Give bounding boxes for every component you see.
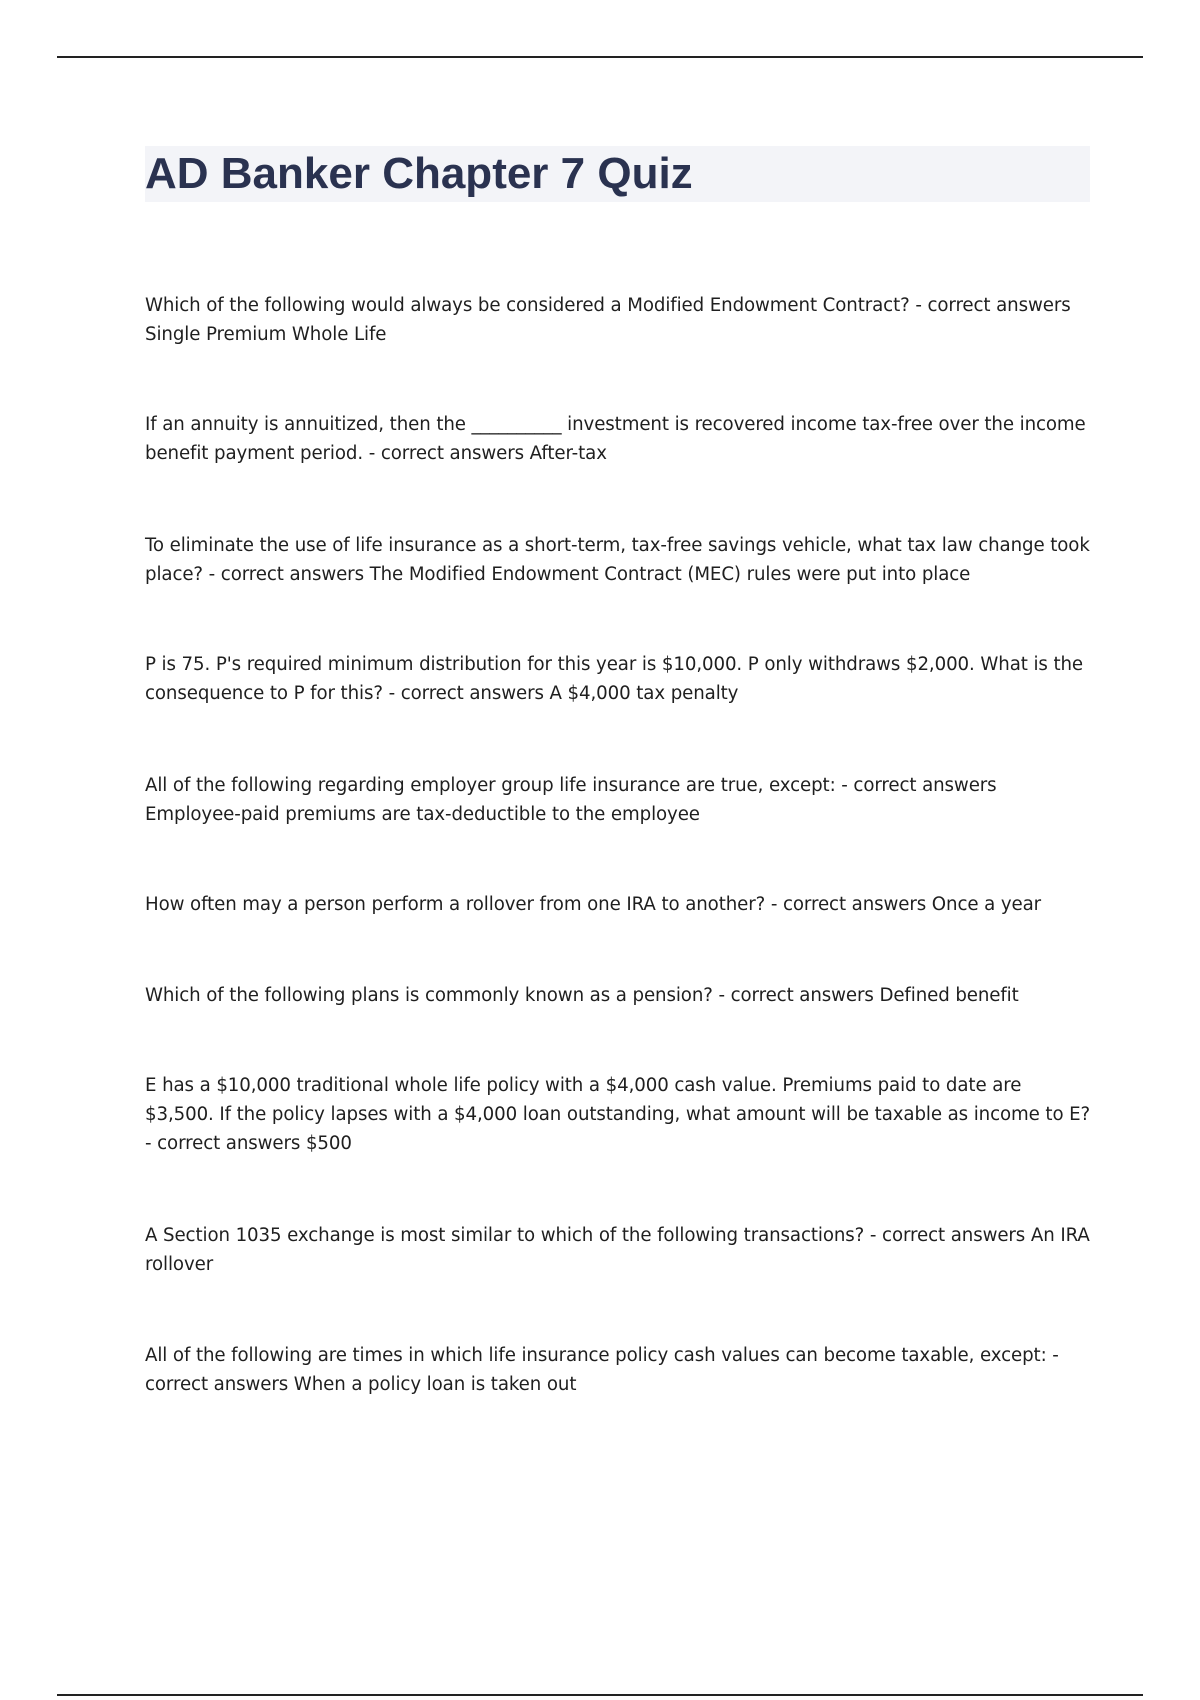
qa-item-7: Which of the following plans is commonly known as a pension? - correct answers Defined benefit bbox=[145, 985, 1019, 1006]
qa-item-4: P is 75. P's required minimum distribution for this year is $10,000. P only withdraws $2,000. What is the consequence to P for this? - correct answers A $4,000 tax penalty bbox=[145, 654, 1084, 704]
qa-item-9: A Section 1035 exchange is most similar to which of the following transactions? - correct answers An IRA rollover bbox=[145, 1225, 1090, 1275]
qa-item-10: All of the following are times in which life insurance policy cash values can become taxable, except: - correct answers When a policy loan is taken out bbox=[145, 1345, 1059, 1395]
qa-item-8: E has a $10,000 traditional whole life policy with a $4,000 cash value. Premiums paid to date are $3,500. If the policy lapses with a $4,000 loan outstanding, what amount will be taxable as income to E? - correct answers $500 bbox=[145, 1075, 1091, 1154]
page-title: AD Banker Chapter 7 Quiz bbox=[145, 149, 693, 198]
qa-item-2: If an annuity is annuitized, then the __________ investment is recovered income tax-free over the income benefit payment period. - correct answers After-tax bbox=[145, 414, 1086, 464]
top-rule bbox=[57, 56, 1143, 58]
bottom-rule bbox=[57, 1694, 1143, 1696]
qa-item-6: How often may a person perform a rollover from one IRA to another? - correct answers Once a year bbox=[145, 894, 1042, 915]
qa-item-3: To eliminate the use of life insurance as a short-term, tax-free savings vehicle, what tax law change took place? - correct answers The Modified Endowment Contract (MEC) rules were put into place bbox=[145, 535, 1090, 585]
qa-item-1: Which of the following would always be considered a Modified Endowment Contract? - correct answers Single Premium Whole Life bbox=[145, 295, 1071, 345]
qa-item-5: All of the following regarding employer group life insurance are true, except: - correct answers Employee-paid premiums are tax-deductible to the employee bbox=[145, 775, 997, 825]
